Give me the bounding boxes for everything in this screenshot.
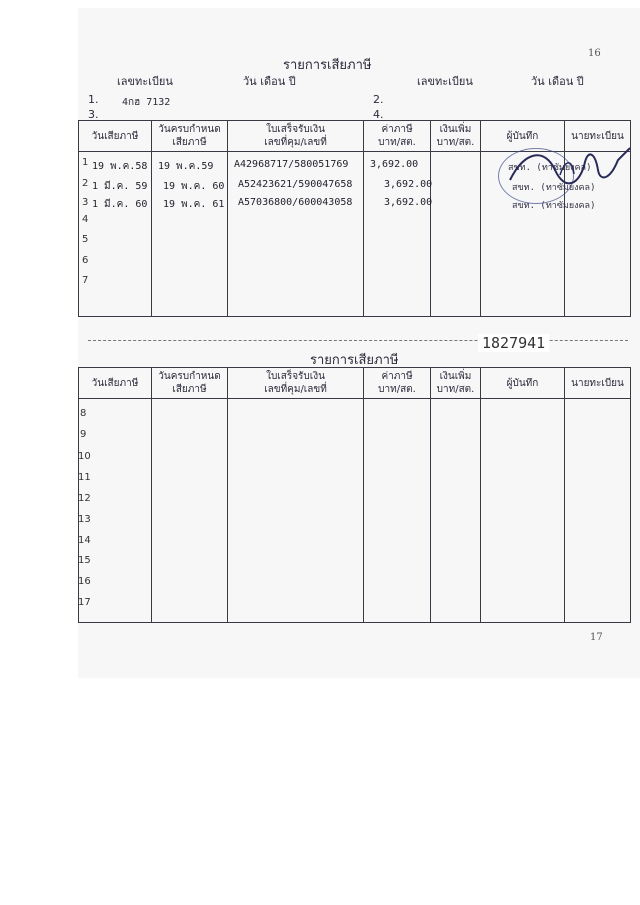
- tax-cell: 3,692.00: [384, 197, 433, 208]
- col-header-registrar: นายทะเบียน: [565, 368, 631, 399]
- col-header-recorder: ผู้บันทึก: [481, 368, 565, 399]
- row-number: 4: [82, 214, 89, 225]
- page-number-bottom: 17: [590, 632, 603, 643]
- due-date-cell: 19 พ.ค. 61: [163, 199, 225, 210]
- col-header-tax: ค่าภาษี บาท/สต.: [364, 121, 431, 152]
- col-header-paid-date: วันเสียภาษี: [79, 121, 152, 152]
- reg-item-value: 4กฮ 7132: [122, 97, 171, 108]
- row-number: 8: [80, 408, 87, 419]
- tax-cell: 3,692.00: [370, 159, 419, 170]
- row-number: 5: [82, 234, 89, 245]
- row-number: 11: [78, 472, 91, 483]
- reg-col-header-right: เลขทะเบียน: [417, 75, 473, 88]
- receipt-cell: A42968717/580051769: [234, 159, 349, 170]
- col-header-receipt: ใบเสร็จรับเงิน เลขที่คุม/เลขที่: [228, 121, 364, 152]
- due-date-cell: 19 พ.ค. 60: [163, 181, 225, 192]
- row-number: 6: [82, 255, 89, 266]
- reg-item-num: 3.: [88, 108, 99, 121]
- row-number: 13: [78, 514, 91, 525]
- col-header-receipt: ใบเสร็จรับเงิน เลขที่คุม/เลขที่: [228, 368, 364, 399]
- row-number: 2: [82, 178, 89, 189]
- row-number: 7: [82, 275, 89, 286]
- receipt-cell: A52423621/590047658: [238, 179, 353, 190]
- section-title-top: รายการเสียภาษี: [283, 58, 372, 73]
- row-number: 12: [78, 493, 91, 504]
- signature-mark: [500, 140, 635, 200]
- serial-number: 1827941: [478, 334, 549, 352]
- col-header-due-date: วันครบกำหนด เสียภาษี: [152, 121, 228, 152]
- receipt-cell: A57036800/600043058: [238, 197, 353, 208]
- row-number: 16: [78, 576, 91, 587]
- row-number: 9: [80, 429, 87, 440]
- row-number: 17: [78, 597, 91, 608]
- col-header-extra: เงินเพิ่ม บาท/สต.: [431, 368, 481, 399]
- date-col-header-right: วัน เดือน ปี: [531, 75, 584, 88]
- col-header-extra: เงินเพิ่ม บาท/สต.: [431, 121, 481, 152]
- paid-date-cell: 1 มี.ค. 60: [92, 199, 148, 210]
- recorder-cell: สขท. (ทาซัมยงคล): [512, 201, 596, 211]
- col-header-due-date: วันครบกำหนด เสียภาษี: [152, 368, 228, 399]
- reg-item-num: 4.: [373, 108, 384, 121]
- paid-date-cell: 1 มี.ค. 59: [92, 181, 148, 192]
- col-header-tax: ค่าภาษี บาท/สต.: [364, 368, 431, 399]
- recorder-cell: สขท. (ทาซัมยงคล): [508, 163, 592, 173]
- col-header-registrar: นายทะเบียน: [565, 121, 631, 152]
- section-title-bottom: รายการเสียภาษี: [310, 353, 399, 368]
- row-number: 10: [78, 451, 91, 462]
- row-number: 3: [82, 197, 89, 208]
- reg-item-num: 1.: [88, 93, 99, 106]
- tax-table-bottom: [78, 367, 631, 623]
- col-header-paid-date: วันเสียภาษี: [79, 368, 152, 399]
- reg-col-header-left: เลขทะเบียน: [117, 75, 173, 88]
- date-col-header-left: วัน เดือน ปี: [243, 75, 296, 88]
- due-date-cell: 19 พ.ค.59: [158, 161, 214, 172]
- col-header-recorder: ผู้บันทึก: [481, 121, 565, 152]
- row-number: 14: [78, 535, 91, 546]
- paid-date-cell: 19 พ.ค.58: [92, 161, 148, 172]
- reg-item-num: 2.: [373, 93, 384, 106]
- page-number-top: 16: [588, 48, 601, 59]
- recorder-cell: สขท. (ทาซัมยงคล): [512, 183, 596, 193]
- row-number: 1: [82, 157, 89, 168]
- row-number: 15: [78, 555, 91, 566]
- tax-cell: 3,692.00: [384, 179, 433, 190]
